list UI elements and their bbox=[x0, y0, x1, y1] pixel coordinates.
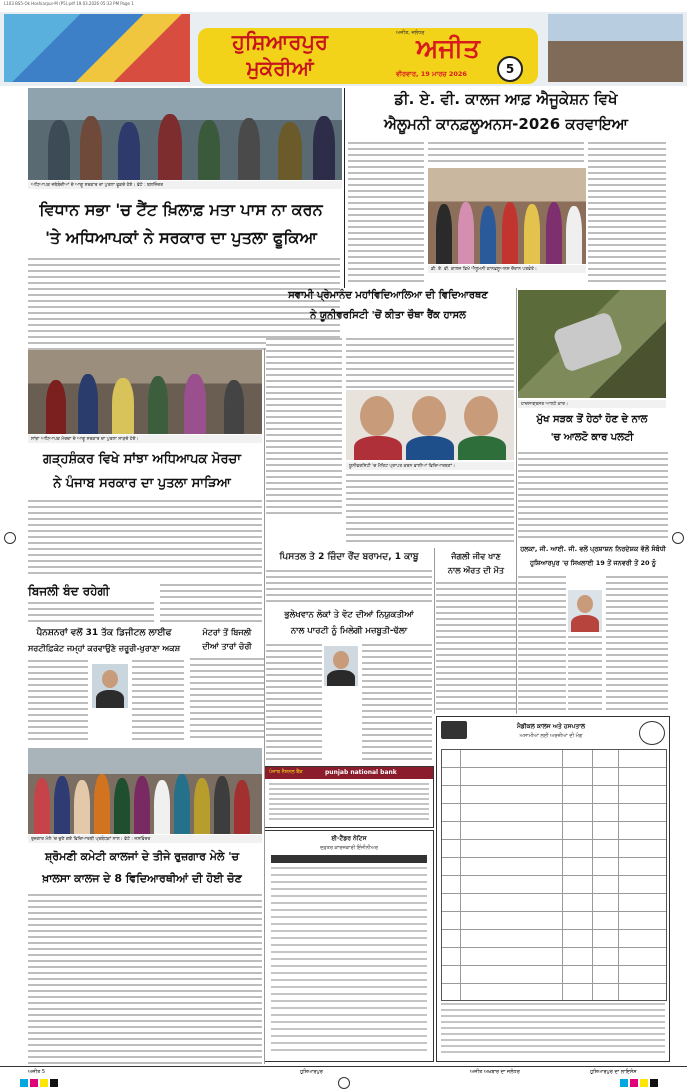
tender-ad-subtitle: ਦਫ਼ਤਰ ਕਾਰਜਕਾਰੀ ਇੰਜੀਨੀਅਰ bbox=[320, 845, 378, 851]
premanand-body-text-1 bbox=[266, 338, 342, 518]
dc-headline-2: ਹੁਸ਼ਿਆਰਪੁਰ 'ਚ ਸਿਖਲਾਈ 19 ਤੋਂ ਜਨਵਰੀ ਤੋਂ 20 ਨੂੰ bbox=[529, 559, 657, 567]
pnb-ad-title: punjab national bank bbox=[325, 769, 397, 776]
column-rule bbox=[344, 88, 345, 288]
pistol-headline: ਪਿਸਤਲ ਤੇ 2 ਜ਼ਿੰਦਾ ਰੌਂਦ ਬਰਾਮਦ, 1 ਕਾਬੂ bbox=[279, 552, 419, 562]
masthead-right-photo bbox=[548, 14, 683, 82]
black-swatch bbox=[50, 1079, 58, 1087]
premanand-body-text-3 bbox=[346, 474, 514, 542]
dav-headline-1: ਡੀ. ਏ. ਵੀ. ਕਾਲਜ ਆਫ਼ ਐਜੂਕੇਸ਼ਨ ਵਿਖੇ bbox=[394, 90, 618, 108]
column-rule bbox=[434, 548, 435, 714]
black-swatch bbox=[650, 1079, 658, 1087]
bhullar-portrait bbox=[324, 646, 358, 686]
premanand-photo-caption: ਯੂਨੀਵਰਸਿਟੀ 'ਚ ਮੈਰਿਟ ਪ੍ਰਾਪਤ ਕਰਨ ਵਾਲੀਆਂ ਵਿਦਿਆਰਥਣਾਂ। bbox=[346, 462, 514, 470]
accident-headline-1: ਮੁੱਖ ਸੜਕ ਤੋਂ ਹੇਠਾਂ ਹੋਣ ਦੇ ਨਾਲ bbox=[536, 414, 648, 425]
pensioners-body-text-2 bbox=[132, 660, 184, 742]
recruitment-ad-footer-text bbox=[441, 1003, 665, 1055]
pensioners-headline-1: ਪੈਨਸ਼ਨਰਾਂ ਵਲੋਂ 31 ਤੱਕ ਡਿਜੀਟਲ ਲਾਈਫ bbox=[36, 628, 172, 638]
accident-photo-caption: ਹਾਦਸਾਗ੍ਰਸਤ ਆਲਟੋ ਕਾਰ। bbox=[518, 400, 666, 408]
premanand-headline-1: ਸਵਾਮੀ ਪ੍ਰੇਮਾਨੰਦ ਮਹਾਂਵਿਦਿਆਲਿਆ ਦੀ ਵਿਦਿਆਰਥਣ bbox=[288, 290, 488, 301]
wildlife-body-text bbox=[436, 582, 516, 712]
dav-photo-caption: ਡੀ. ਏ. ਵੀ. ਕਾਲਜ ਵਿਖੇ ਐਲੂਮਨੀ ਕਾਨਫ਼ਲੂਅਨਸ ਦੌਰਾਨ ਪਤਵੰਤੇ। bbox=[428, 265, 586, 273]
dav-event-photo bbox=[428, 168, 586, 264]
dc-headline-1: ਹਲਕਾ, ਜੀ. ਆਈ. ਜੀ. ਵਲੋਂ ਪ੍ਰਸ਼ਾਸ਼ਨ ਨਿਰਦੇਸ਼ਕ ਵੱਲੋਂ ਸੰਬੰਧੀ bbox=[520, 545, 666, 553]
masthead-date: ਵੀਰਵਾਰ, 19 ਮਾਰਚ 2026 bbox=[396, 70, 467, 78]
pnb-ad-body bbox=[269, 783, 429, 823]
bhullar-headline-2: ਨਾਲ ਪਾਰਟੀ ਨੂੰ ਮਿਲੇਗੀ ਮਜ਼ਬੂਤੀ-ਢੱਲਾ bbox=[290, 626, 408, 636]
premanand-headline-2: ਨੇ ਯੂਨੀਵਰਸਿਟੀ 'ਚੋਂ ਕੀਤਾ ਚੌਥਾ ਰੈਂਕ ਹਾਸਲ bbox=[310, 310, 466, 321]
pnb-advertisement bbox=[264, 766, 434, 828]
recruitment-ad-subtitle: ਅਸਾਮੀਆਂ ਲਈ ਅਰਜ਼ੀਆਂ ਦੀ ਮੰਗ bbox=[519, 733, 583, 739]
dav-body-text-3 bbox=[588, 142, 666, 284]
motor-headline-1: ਮੋਟਰਾਂ ਤੋਂ ਬਿਜਲੀ bbox=[202, 628, 252, 637]
cyan-swatch bbox=[20, 1079, 28, 1087]
garhshankar-protest-photo bbox=[28, 350, 262, 434]
tender-advertisement bbox=[264, 830, 434, 1062]
registration-mark bbox=[338, 1077, 350, 1089]
motor-headline-2: ਦੀਆਂ ਤਾਰਾਂ ਚੋਰੀ bbox=[202, 642, 252, 651]
page-number-badge: 5 bbox=[497, 56, 523, 82]
garhshankar-headline-2: ਨੇ ਪੰਜਾਬ ਸਰਕਾਰ ਦਾ ਪੁਤਲਾ ਸਾੜਿਆ bbox=[53, 476, 231, 491]
dc-body-text-2 bbox=[606, 576, 668, 712]
wildlife-headline-1: ਜੰਗਲੀ ਜੀਵ ਖਾਣ bbox=[451, 552, 501, 561]
electricity-headline: ਬਿਜਲੀ ਬੰਦ ਰਹੇਗੀ bbox=[28, 584, 110, 598]
dc-body-text-3 bbox=[568, 636, 602, 712]
teachers-protest-photo bbox=[28, 88, 342, 180]
brand-tag: ਅਜੀਤ, ਜਲੰਧਰ bbox=[396, 30, 425, 36]
bhullar-body-text-2 bbox=[362, 644, 432, 762]
pnb-ad-subtitle: ਪੰਜਾਬ ਨੈਸ਼ਨਲ ਬੈਂਕ bbox=[269, 769, 303, 775]
accident-body-text bbox=[518, 452, 668, 538]
column-rule bbox=[264, 348, 265, 1064]
recruitment-table bbox=[441, 749, 667, 1001]
footer-left: ਅਜੀਤ 5 bbox=[28, 1069, 46, 1075]
garhshankar-body-text bbox=[28, 500, 262, 578]
pistol-body-text bbox=[266, 570, 432, 606]
masthead-left-photo bbox=[4, 14, 190, 82]
magenta-swatch bbox=[630, 1079, 638, 1087]
electricity-body-text bbox=[28, 602, 154, 624]
dav-body-text-1 bbox=[348, 142, 424, 284]
recruitment-ad-title: ਮੈਡੀਕਲ ਕਾਲਜ ਅਤੇ ਹਸਪਤਾਲ bbox=[516, 723, 585, 730]
wildlife-headline-2: ਨਾਲ ਔਰਤ ਦੀ ਮੌਤ bbox=[447, 566, 505, 575]
sgpc-headline-2: ਖ਼ਾਲਸਾ ਕਾਲਜ ਦੇ 8 ਵਿਦਿਆਰਥੀਆਂ ਦੀ ਹੋਈ ਚੋਣ bbox=[42, 872, 242, 885]
sgpc-photo-caption: ਰੁਜ਼ਗਾਰ ਮੇਲੇ 'ਚ ਚੁਣੇ ਗਏ ਵਿਦਿਆਰਥੀ ਪ੍ਰਬੰਧਕਾਂ ਨਾਲ। ਫੋਟੋ : ਜਸਵਿੰਦਰ bbox=[28, 835, 262, 843]
tender-ad-body bbox=[271, 867, 427, 1055]
dc-body-text-1 bbox=[518, 576, 566, 712]
column-rule bbox=[516, 288, 517, 714]
sgpc-group-photo bbox=[28, 748, 262, 834]
registration-mark bbox=[4, 532, 16, 544]
electricity-body-text-2 bbox=[160, 584, 262, 624]
teachers-headline-2: 'ਤੇ ਅਧਿਆਪਕਾਂ ਨੇ ਸਰਕਾਰ ਦਾ ਪੁਤਲਾ ਫੂਕਿਆ bbox=[45, 228, 317, 247]
accident-car-photo bbox=[518, 290, 666, 398]
yellow-swatch bbox=[40, 1079, 48, 1087]
dc-portrait bbox=[568, 590, 602, 632]
bhullar-body-text-1 bbox=[266, 644, 322, 762]
masthead bbox=[0, 12, 687, 86]
teachers-photo-caption: ਅਧਿਆਪਕ ਜਥੇਬੰਦੀਆਂ ਦੇ ਆਗੂ ਸਰਕਾਰ ਦਾ ਪੁਤਲਾ ਫੂਕਦੇ ਹੋਏ। ਫੋਟੋ : ਬਲਜਿੰਦਰ bbox=[28, 181, 342, 189]
masthead-city-title: ਹੁਸ਼ਿਆਰਪੁਰ bbox=[231, 30, 329, 54]
premanand-body-text-2 bbox=[346, 338, 514, 388]
recruitment-logo-icon bbox=[441, 721, 467, 739]
magenta-swatch bbox=[30, 1079, 38, 1087]
registration-mark bbox=[672, 532, 684, 544]
dav-body-text-2 bbox=[428, 142, 584, 166]
masthead-sub-title: ਮੁਕੇਰੀਆਂ bbox=[246, 56, 314, 80]
sgpc-headline-1: ਸ਼੍ਰੋਮਣੀ ਕਮੇਟੀ ਕਾਲਜਾਂ ਦੇ ਤੀਜੇ ਰੁਜ਼ਗਾਰ ਮੇਲੇ 'ਚ bbox=[44, 850, 240, 863]
bhullar-headline-1: ਭੁਲੇਖਵਾਨ ਲੋਕਾਂ ਤੇ ਵੋਟ ਦੀਆਂ ਨਿਯੁਕਤੀਆਂ bbox=[284, 610, 414, 620]
pensioners-body-text bbox=[28, 660, 88, 742]
premanand-students-photo bbox=[346, 390, 514, 460]
motor-body-text bbox=[190, 658, 264, 742]
footer-far-right: ਹੁਸ਼ਿਆਰਪੁਰ ਦਾ ਲਾਇਸੰਸ bbox=[590, 1069, 637, 1075]
print-info-line: L103 BS5-Ok Hoshiarpur-M (P5).pdf 19.03.2026 05:33 PM Page 1 bbox=[4, 1, 134, 6]
footer-right: ਅਜੀਤ ਅਖ਼ਬਾਰ ਦਾ ਜਲੰਧਰ bbox=[470, 1069, 520, 1075]
dav-headline-2: ਐਲੂਮਨੀ ਕਾਨਫ਼ਲੂਅਨਸ-2026 ਕਰਵਾਇਆ bbox=[384, 115, 628, 133]
footer-center: ਹੁਸ਼ਿਆਰਪੁਰ bbox=[300, 1069, 323, 1075]
teachers-body-text bbox=[28, 258, 340, 350]
yellow-swatch bbox=[640, 1079, 648, 1087]
garhshankar-photo-caption: ਸਾਂਝਾ ਅਧਿਆਪਕ ਮੋਰਚਾ ਦੇ ਆਗੂ ਸਰਕਾਰ ਦਾ ਪੁਤਲਾ ਸਾੜਦੇ ਹੋਏ। bbox=[28, 435, 262, 443]
recruitment-emblem-icon bbox=[639, 721, 665, 745]
pensioners-headline-2: ਸਰਟੀਫ਼ਿਕੇਟ ਜਮ੍ਹਾਂ ਕਰਵਾਉਣੇ ਜ਼ਰੂਰੀ-ਖੁਰਾਣਾ ਅਕਸ਼ bbox=[27, 644, 181, 653]
cyan-swatch bbox=[620, 1079, 628, 1087]
accident-headline-2: 'ਚ ਆਲਟੋ ਕਾਰ ਪਲਟੀ bbox=[550, 432, 634, 443]
pensioner-portrait bbox=[92, 664, 128, 708]
sgpc-body-text bbox=[28, 894, 262, 1064]
teachers-headline-1: ਵਿਧਾਨ ਸਭਾ 'ਚ ਟੈਂਟ ਖ਼ਿਲਾਫ਼ ਮਤਾ ਪਾਸ ਨਾ ਕਰਨ bbox=[39, 200, 323, 219]
brand-logo: ਅਜੀਤ bbox=[416, 34, 480, 64]
tender-ad-title: ਈ-ਟੈਂਡਰ ਨੋਟਿਸ bbox=[331, 835, 367, 842]
garhshankar-headline-1: ਗੜ੍ਹਸ਼ੰਕਰ ਵਿਖੇ ਸਾਂਝਾ ਅਧਿਆਪਕ ਮੋਰਚਾ bbox=[42, 452, 242, 467]
recruitment-advertisement bbox=[436, 716, 670, 1062]
